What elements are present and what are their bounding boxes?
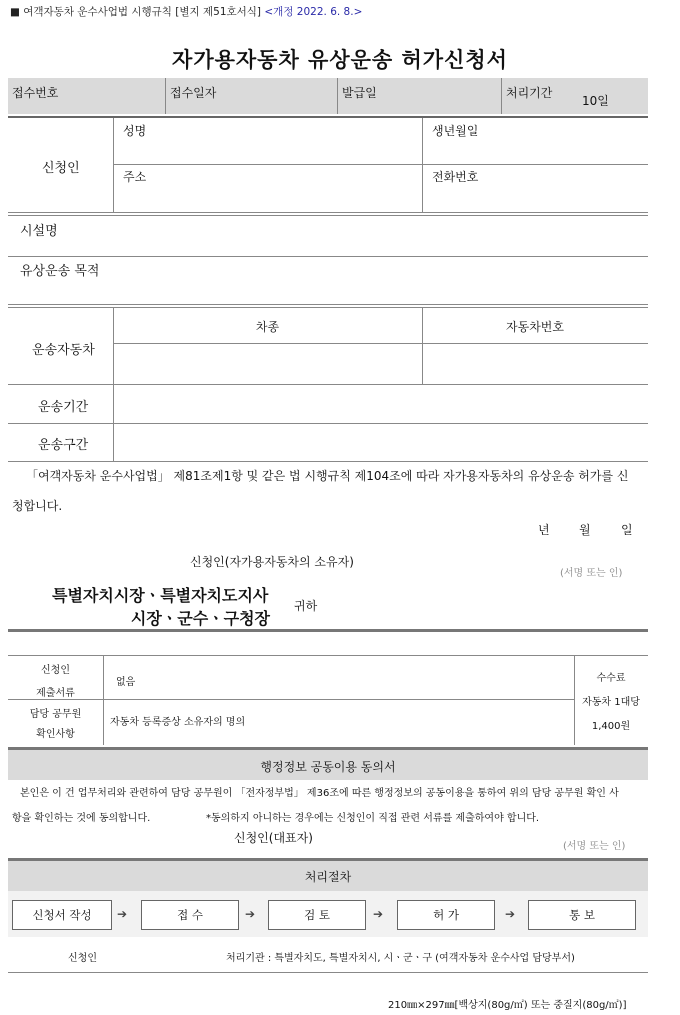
- vehicle-number-label: 자동차번호: [506, 320, 564, 334]
- vehicle-type-label: 차종: [255, 320, 280, 334]
- official-check-label-2: 확인사항: [36, 729, 75, 740]
- procedure-title: 처리절차: [304, 870, 352, 884]
- statement-line-1: 「여객자동차 운수사업법」 제81조제1항 및 같은 법 시행규칙 제104조에 따라 자가용자동차의 유상운송 허가를 신: [26, 469, 629, 483]
- submit-docs-value: 없음: [116, 677, 136, 688]
- applicant-phone-label: 전화번호: [432, 170, 479, 184]
- page-title: 자가용자동차 유상운송 허가신청서: [172, 48, 508, 72]
- consent-line-2: 항을 확인하는 것에 동의합니다.: [12, 813, 151, 824]
- step-write-application: 신청서 작성: [12, 900, 112, 930]
- consent-signer-label: 신청인(대표자): [234, 831, 313, 845]
- issue-date-label: 발급일: [342, 86, 377, 100]
- official-check-label-1: 담당 공무원: [29, 709, 82, 720]
- date-year-label: 년: [538, 523, 550, 537]
- consent-signature-hint: (서명 또는 인): [563, 841, 626, 852]
- revision-date: <개정 2022. 6. 8.>: [264, 6, 363, 18]
- applicant-owner-label: 신청인(자가용자동차의 소유자): [190, 555, 354, 569]
- signature-hint: (서명 또는 인): [560, 568, 623, 579]
- applicant-address-label: 주소: [123, 170, 147, 184]
- submit-docs-label-1: 신청인: [41, 665, 70, 676]
- applicant-name-label: 성명: [123, 124, 147, 138]
- receipt-date-label: 접수일자: [170, 86, 217, 100]
- procedure-actor-applicant: 신청인: [68, 953, 97, 964]
- submit-docs-label-2: 제출서류: [36, 688, 75, 699]
- addressee-line-1: 특별자치시장ㆍ특별자치도지사: [52, 586, 269, 605]
- arrow-icon: ➔: [505, 907, 516, 921]
- consent-line-1: 본인은 이 건 업무처리와 관련하여 담당 공무원이 「전자정부법」 제36조에 따른 행정정보의 공동이용을 통하여 위의 담당 공무원 확인 사: [20, 788, 619, 799]
- receipt-number-label: 접수번호: [12, 86, 59, 100]
- vehicle-section-label: 운송자동차: [32, 343, 95, 358]
- official-check-value: 자동차 등록증상 소유자의 명의: [110, 717, 246, 728]
- procedure-actor-agency: 처리기관 : 특별자치도, 특별자치시, 시ㆍ군ㆍ구 (여객자동차 운수사업 담당부서): [226, 953, 575, 964]
- form-header: [10, 4, 362, 19]
- step-receive: 접 수: [141, 900, 239, 930]
- processing-period-value: 10일: [582, 94, 609, 108]
- processing-period-label: 처리기간: [506, 86, 553, 100]
- fee-label: 수수료: [596, 673, 626, 684]
- fee-detail: 자동차 1대당: [582, 697, 640, 708]
- paper-spec-footer: 210㎜×297㎜[백상지(80g/㎡) 또는 중질지(80g/㎡)]: [388, 1000, 627, 1011]
- applicant-section-label: 신청인: [42, 161, 80, 176]
- step-permit: 허 가: [397, 900, 495, 930]
- consent-note: *동의하지 아니하는 경우에는 신청인이 직접 관련 서류를 제출하여야 합니다.: [206, 813, 540, 824]
- form-header-prefix: ■ 여객자동차 운수사업법 시행규칙 [별지 제51호서식]: [10, 6, 262, 18]
- facility-name-label: 시설명: [20, 224, 58, 239]
- addressee-line-2: 시장ㆍ군수ㆍ구청장: [130, 609, 270, 628]
- transport-route-label: 운송구간: [38, 438, 89, 453]
- step-notify: 통 보: [528, 900, 636, 930]
- fee-amount: 1,400원: [591, 721, 631, 732]
- transport-period-label: 운송기간: [38, 400, 89, 415]
- step-review: 검 토: [268, 900, 366, 930]
- transport-purpose-label: 유상운송 목적: [20, 264, 100, 279]
- arrow-icon: ➔: [117, 907, 128, 921]
- arrow-icon: ➔: [245, 907, 256, 921]
- date-month-label: 월: [579, 523, 591, 537]
- addressee-honorific: 귀하: [294, 599, 318, 613]
- date-day-label: 일: [621, 523, 633, 537]
- applicant-birth-label: 생년월일: [432, 124, 479, 138]
- consent-title: 행정정보 공동이용 동의서: [260, 760, 396, 774]
- arrow-icon: ➔: [373, 907, 384, 921]
- statement-line-2: 청합니다.: [12, 499, 63, 513]
